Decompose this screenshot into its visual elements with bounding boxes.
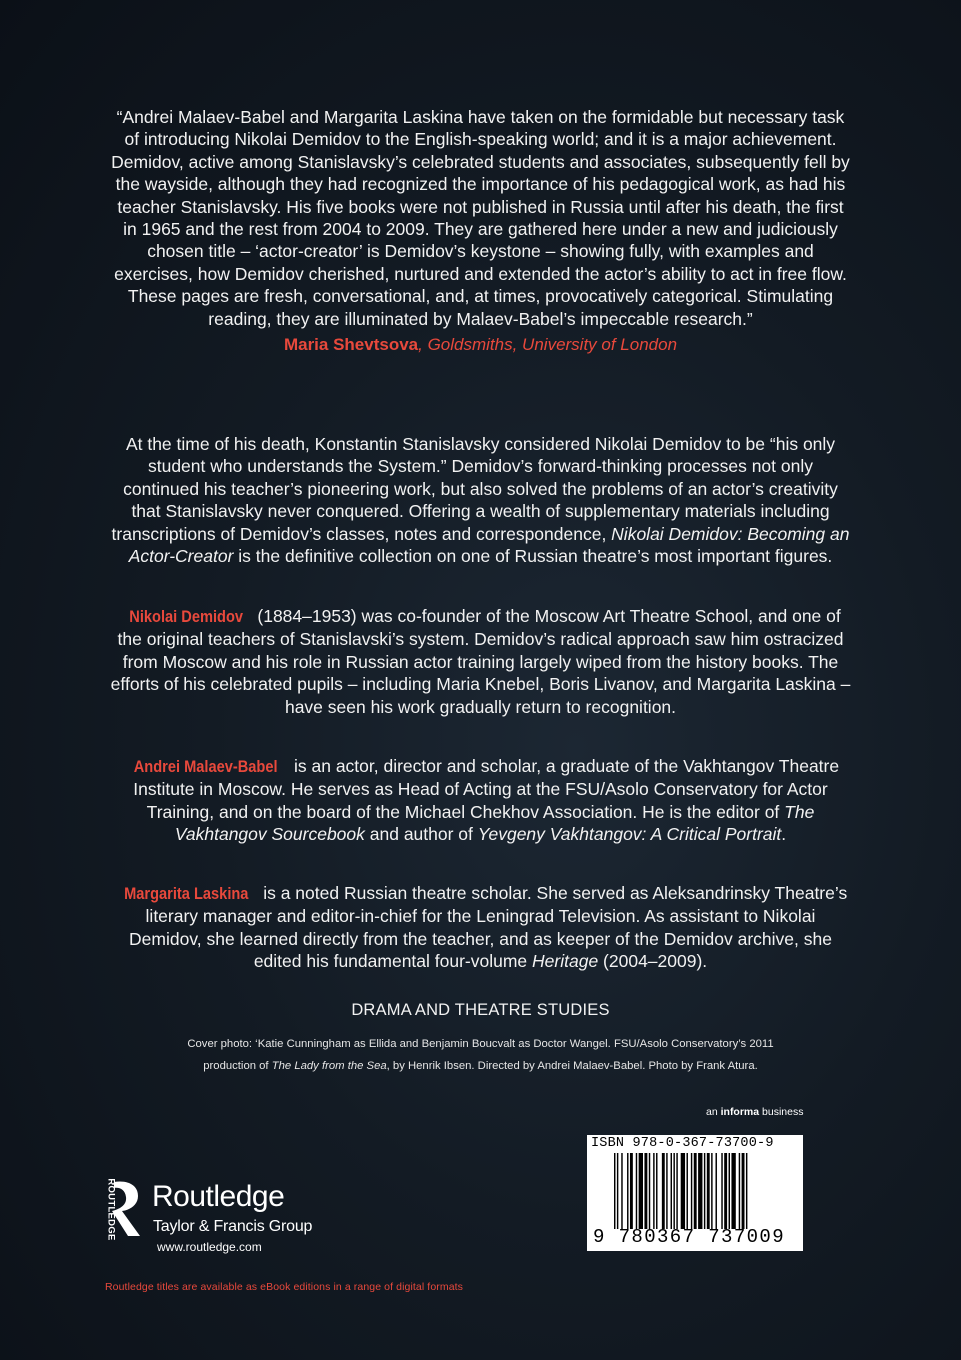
barcode-bar: [649, 1153, 650, 1229]
bio-name-malaev-babel: Andrei Malaev-Babel: [133, 757, 278, 776]
barcode-bar: [704, 1153, 705, 1229]
book-vakhtangov-sourcebook: The Vakhtangov Sourcebook: [174, 801, 815, 845]
credit-line-2-post: , by Henrik Ibsen. Directed by Andrei Malaev-Babel. Photo by Frank Atura.: [386, 1060, 758, 1072]
book-heritage: Heritage: [532, 951, 599, 972]
barcode-bar: [621, 1153, 622, 1229]
publisher-url: www.routledge.com: [157, 1240, 262, 1254]
credit-play-title: The Lady from the Sea: [271, 1060, 387, 1072]
barcode-bar: [731, 1153, 735, 1229]
endorsement-quote: [110, 106, 851, 355]
barcode-bar: [636, 1153, 637, 1229]
barcode-bar: [673, 1153, 674, 1229]
description-text: At the time of his death, Konstantin Stanislavsky considered Nikolai Demidov to be “his only student who understands the System.” Demidov’s forward-thinking processes not only continued his teacher’s pioneering work, but also solved the problems of an actor’s creativity that Stanislavsky never conquered. Offering a wealth of supplementary materials including transcriptions of Demidov’s classes, notes and correspondence,: [111, 434, 838, 544]
barcode-bar: [676, 1153, 677, 1229]
credit-line-1: Cover photo: ‘Katie Cunningham as Ellida and Benjamin Boucvalt as Doctor Wangel. FSU/Asolo Conservatory’s 2011: [187, 1038, 774, 1050]
routledge-vertical-text: ROUTLEDGE: [105, 1178, 117, 1241]
barcode-bar: [711, 1153, 712, 1229]
isbn-barcode: [587, 1135, 803, 1251]
publisher-group: Taylor & Francis Group: [153, 1218, 313, 1235]
bio-malaev-babel: [110, 755, 851, 846]
subject-category: DRAMA AND THEATRE STUDIES: [351, 1001, 610, 1019]
bio-text-laskina-2: (2004–2009).: [598, 951, 708, 972]
barcode-bar: [698, 1153, 702, 1229]
barcode-bar: [724, 1153, 727, 1229]
book-title: Nikolai Demidov: Becoming an Actor-Creator: [128, 523, 850, 567]
barcode-bar: [694, 1153, 697, 1229]
barcode-bar: [687, 1153, 688, 1229]
barcode-bar: [691, 1153, 692, 1229]
bio-name-laskina: Margarita Laskina: [123, 884, 249, 903]
barcode-bar: [671, 1153, 672, 1229]
barcode-bar: [681, 1153, 685, 1229]
barcode-bar: [617, 1153, 618, 1229]
barcode-bar: [721, 1153, 722, 1229]
barcode-bar: [742, 1153, 745, 1229]
bio-text-laskina: is a noted Russian theatre scholar. She served as Aleksandrinsky Theatre’s literary manager and editor-in-chief for the Leningrad Television. As assistant to Nikolai Demidov, she learned directly from the teacher, and as keeper of the Demidov archive, she edited his fundamental four-volume: [129, 883, 848, 972]
quote-affiliation: , Goldsmiths, University of London: [418, 335, 678, 355]
informa-suffix: business: [759, 1106, 804, 1118]
quote-text: “Andrei Malaev-Babel and Margarita Laskina have taken on the formidable but necessary task of introducing Nikolai Demidov to the English-speaking world; and it is a major achievement. Demidov, active among Stanislavsky’s celebrated students and associates, subsequently fell by the wayside, although they had recognized the importance of his pedagogical work, as had his teacher Stanislavsky. His five books were not published in Russia until after his death, the first in 1965 and the rest from 2004 to 2009. They are gathered here under a new and judiciously chosen title – ‘actor-creator’ is Demidov’s keystone – showing fully, with examples and exercises, how Demidov cherished, nurtured and extended the actor’s ability to act in free flow. These pages are fresh, conversational, and, at times, provocatively categorical. Stimulating reading, they are illuminated by Malaev-Babel’s impeccable research.”: [111, 107, 850, 329]
description-text-end: is the definitive collection on one of Russian theatre’s most important figures.: [233, 546, 833, 567]
bio-text-malaev-babel-2: and author of: [364, 824, 478, 845]
barcode-bar: [653, 1153, 654, 1229]
barcode-bar: [716, 1153, 717, 1229]
book-vakhtangov-portrait: Yevgeny Vakhtangov: A Critical Portrait: [477, 824, 782, 845]
informa-tagline: [706, 1106, 803, 1118]
ebook-note: Routledge titles are available as eBook editions in a range of digital formats: [105, 1281, 464, 1293]
barcode-bar: [662, 1153, 665, 1229]
barcode-bar: [707, 1153, 710, 1229]
bio-demidov: [110, 605, 851, 718]
barcode-bar: [666, 1153, 667, 1229]
bio-text-malaev-babel: is an actor, director and scholar, a graduate of the Vakhtangov Theatre Institute in Moscow. He serves as Head of Acting at the FSU/Asolo Conservatory for Actor Training, and on the board of the Michael Chekhov Association. He is the editor of: [133, 756, 840, 822]
barcode-bars: [614, 1153, 798, 1229]
book-description: [110, 433, 851, 567]
bio-text-demidov: (1884–1953) was co-founder of the Moscow Art Theatre School, and one of the original teachers of Stanislavski’s system. Demidov’s radical approach saw him ostracized from Moscow and his role in Russian actor training largely wiped from the history books. The efforts of his celebrated pupils – including Maria Knebel, Boris Livanov, and Margarita Laskina – have seen his work gradually return to recognition.: [110, 606, 851, 717]
bio-laskina: [110, 882, 851, 973]
barcode-bar: [614, 1153, 615, 1229]
barcode-bar: [627, 1153, 628, 1229]
quote-author: Maria Shevtsova: [283, 335, 419, 355]
isbn-digits: 9 780367 737009: [593, 1226, 786, 1248]
barcode-bar: [746, 1153, 747, 1229]
bio-text-malaev-babel-3: .: [781, 824, 787, 845]
cover-photo-credit: [130, 1033, 831, 1077]
barcode-bar: [639, 1153, 643, 1229]
informa-prefix: an: [706, 1106, 721, 1118]
publisher-name: Routledge: [152, 1180, 285, 1213]
bio-name-demidov: Nikolai Demidov: [129, 607, 244, 626]
barcode-bar: [656, 1153, 657, 1229]
quote-attribution: [110, 335, 851, 355]
credit-line-2: [130, 1055, 831, 1077]
credit-line-2-pre: production of: [203, 1060, 272, 1072]
informa-brand: informa: [720, 1106, 760, 1118]
barcode-bar: [630, 1153, 633, 1229]
routledge-r-logo-icon: [100, 1178, 146, 1240]
barcode-bar: [739, 1153, 740, 1229]
barcode-bar: [644, 1153, 647, 1229]
barcode-bar: [729, 1153, 730, 1229]
isbn-text: ISBN 978-0-367-73700-9: [591, 1136, 774, 1151]
